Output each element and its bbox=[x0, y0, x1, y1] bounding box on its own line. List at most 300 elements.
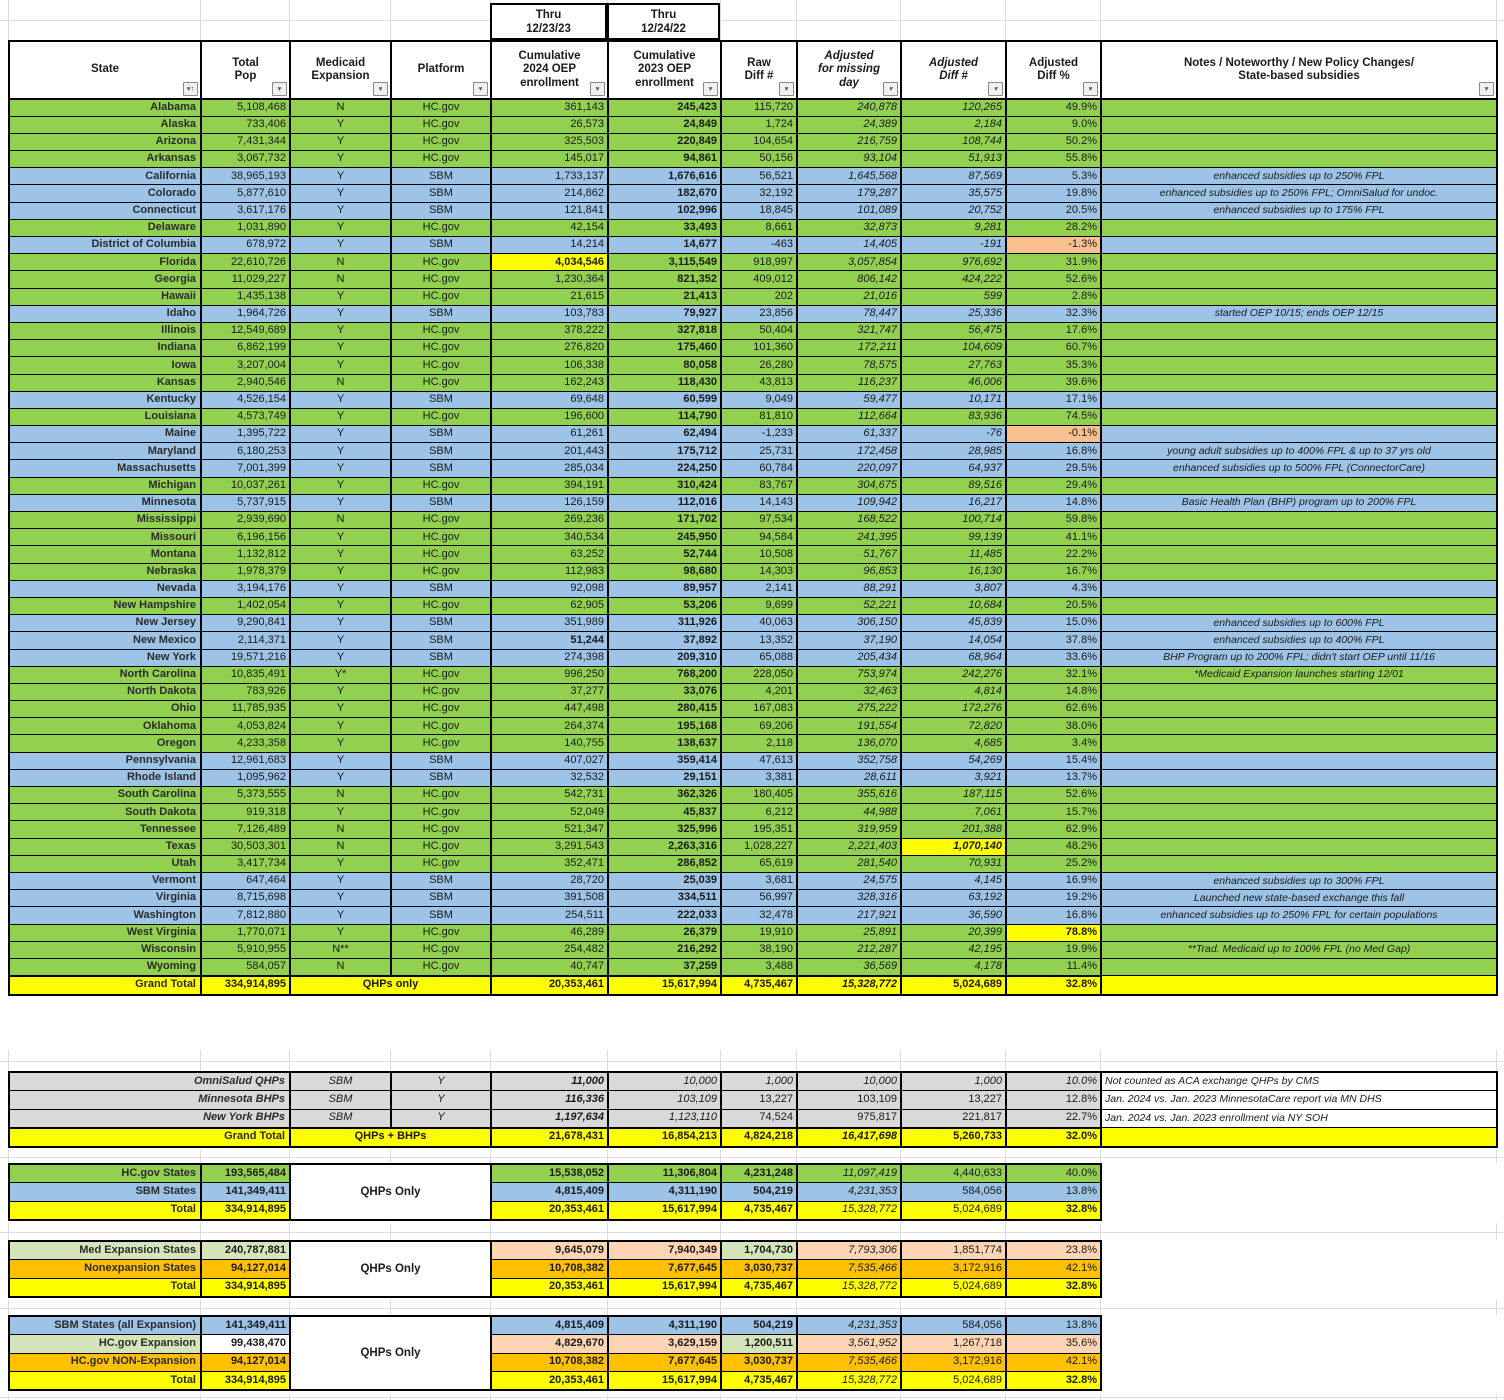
cell-adj_diff[interactable]: 187,115 bbox=[901, 787, 1006, 804]
cell-raw_diff[interactable]: 23,856 bbox=[721, 305, 797, 322]
cell-raw_diff[interactable]: 56,521 bbox=[721, 168, 797, 185]
cell-pop[interactable]: 5,877,610 bbox=[201, 185, 290, 202]
cell-cum2023[interactable]: 224,250 bbox=[608, 460, 721, 477]
cell-medicaid[interactable]: Y bbox=[391, 1109, 491, 1128]
column-header-note[interactable] bbox=[1101, 41, 1497, 99]
cell-cum2024[interactable]: 285,034 bbox=[491, 460, 608, 477]
cell-adj_diff[interactable]: 104,609 bbox=[901, 340, 1006, 357]
cell-adj_pct[interactable]: 25.2% bbox=[1006, 855, 1101, 872]
cell-medicaid[interactable]: Y bbox=[290, 718, 391, 735]
cell-adj_diff[interactable]: 83,936 bbox=[901, 408, 1006, 425]
cell-adj_pct[interactable]: 49.9% bbox=[1006, 99, 1101, 116]
cell-note[interactable] bbox=[1101, 804, 1497, 821]
cell-note[interactable] bbox=[1101, 546, 1497, 563]
cell-medicaid[interactable]: Y bbox=[290, 494, 391, 511]
cell-adj_diff[interactable]: 599 bbox=[901, 288, 1006, 305]
cell-cum2024[interactable]: 264,374 bbox=[491, 718, 608, 735]
cell-adj_pct[interactable]: 41.1% bbox=[1006, 529, 1101, 546]
cell-cum2024[interactable]: 361,143 bbox=[491, 99, 608, 116]
cell-pop[interactable]: 334,914,895 bbox=[201, 1278, 290, 1297]
cell-adj_diff[interactable]: 424,222 bbox=[901, 271, 1006, 288]
cell-adj_diff[interactable]: 100,714 bbox=[901, 512, 1006, 529]
cell-state[interactable]: New Hampshire bbox=[9, 597, 201, 614]
cell-adj_diff[interactable]: -76 bbox=[901, 426, 1006, 443]
cell-cum2023[interactable]: 21,413 bbox=[608, 288, 721, 305]
cell-note[interactable]: Jan. 2024 vs. Jan. 2023 enrollment via NY SOH bbox=[1101, 1109, 1497, 1128]
cell-adj_pct[interactable]: 52.6% bbox=[1006, 787, 1101, 804]
cell-adj_missing[interactable]: 59,477 bbox=[797, 391, 901, 408]
cell-adj_pct[interactable]: 15.7% bbox=[1006, 804, 1101, 821]
cell-state[interactable]: Mississippi bbox=[9, 512, 201, 529]
cell-adj_pct[interactable]: 14.8% bbox=[1006, 683, 1101, 700]
cell-state[interactable]: Idaho bbox=[9, 305, 201, 322]
cell-cum2023[interactable]: 7,940,349 bbox=[608, 1241, 721, 1260]
row-label[interactable]: SBM States bbox=[9, 1183, 201, 1202]
filter-icon[interactable]: ▾ bbox=[1479, 82, 1494, 96]
cell-raw_diff[interactable]: 9,049 bbox=[721, 391, 797, 408]
cell-raw_diff[interactable]: 19,910 bbox=[721, 924, 797, 941]
cell-state[interactable]: New York bbox=[9, 649, 201, 666]
cell-cum2023[interactable]: 16,854,213 bbox=[608, 1128, 721, 1147]
cell-note[interactable] bbox=[1101, 821, 1497, 838]
cell-platform[interactable]: SBM bbox=[290, 1072, 391, 1091]
cell-adj_missing[interactable]: 136,070 bbox=[797, 735, 901, 752]
cell-note[interactable] bbox=[1101, 787, 1497, 804]
cell-adj-pct[interactable]: 42.1% bbox=[1006, 1260, 1101, 1279]
cell-medicaid[interactable]: Y bbox=[290, 133, 391, 150]
cell-cum2023[interactable]: 15,617,994 bbox=[608, 1372, 721, 1391]
cell-medicaid[interactable]: Y bbox=[290, 546, 391, 563]
cell-adj_pct[interactable]: 9.0% bbox=[1006, 116, 1101, 133]
cell-note[interactable] bbox=[1101, 357, 1497, 374]
cell-platform[interactable]: HC.gov bbox=[391, 288, 491, 305]
cell-adj_diff[interactable]: 72,820 bbox=[901, 718, 1006, 735]
cell-cum2023[interactable]: 62,494 bbox=[608, 426, 721, 443]
cell-adj_pct[interactable]: 62.9% bbox=[1006, 821, 1101, 838]
cell-pop[interactable]: 8,715,698 bbox=[201, 890, 290, 907]
cell-adj_missing[interactable]: 241,395 bbox=[797, 529, 901, 546]
cell-pop[interactable]: 3,207,004 bbox=[201, 357, 290, 374]
cell-pop[interactable]: 7,812,880 bbox=[201, 907, 290, 924]
cell-cum2023[interactable]: 2,263,316 bbox=[608, 838, 721, 855]
cell-note[interactable] bbox=[1101, 219, 1497, 236]
cell-cum2024[interactable]: 378,222 bbox=[491, 322, 608, 339]
cell-note[interactable] bbox=[1101, 735, 1497, 752]
cell-medicaid[interactable]: Y bbox=[290, 288, 391, 305]
cell-platform[interactable]: SBM bbox=[391, 872, 491, 889]
cell-raw-diff[interactable]: 1,000 bbox=[721, 1072, 797, 1091]
cell-pop[interactable]: 4,233,358 bbox=[201, 735, 290, 752]
cell-cum2023[interactable]: 7,677,645 bbox=[608, 1353, 721, 1372]
cell-platform[interactable]: SBM bbox=[391, 426, 491, 443]
cell-state[interactable]: Arkansas bbox=[9, 151, 201, 168]
cell-adj-pct[interactable]: 42.1% bbox=[1006, 1353, 1101, 1372]
cell-raw_diff[interactable]: 32,192 bbox=[721, 185, 797, 202]
row-label[interactable]: Total bbox=[9, 1372, 201, 1391]
cell-pop[interactable]: 733,406 bbox=[201, 116, 290, 133]
cell-adj_diff[interactable]: 35,575 bbox=[901, 185, 1006, 202]
cell-medicaid[interactable]: Y bbox=[391, 1091, 491, 1110]
cell-state[interactable]: Nebraska bbox=[9, 563, 201, 580]
cell-adj_pct[interactable]: 19.9% bbox=[1006, 941, 1101, 958]
cell-cum2023[interactable]: 37,259 bbox=[608, 958, 721, 975]
cell-cum2023[interactable]: 24,849 bbox=[608, 116, 721, 133]
cell-pop[interactable]: 94,127,014 bbox=[201, 1353, 290, 1372]
cell-pop[interactable]: 334,914,895 bbox=[201, 976, 290, 995]
cell-raw_diff[interactable]: -463 bbox=[721, 237, 797, 254]
cell-cum2024[interactable]: 140,755 bbox=[491, 735, 608, 752]
cell-pop[interactable]: 193,565,484 bbox=[201, 1164, 290, 1183]
cell-pop[interactable]: 4,526,154 bbox=[201, 391, 290, 408]
cell-note[interactable]: Not counted as ACA exchange QHPs by CMS bbox=[1101, 1072, 1497, 1091]
cell-adj-diff[interactable]: 584,056 bbox=[901, 1183, 1006, 1202]
cell-raw_diff[interactable]: 195,351 bbox=[721, 821, 797, 838]
cell-pop[interactable]: 1,770,071 bbox=[201, 924, 290, 941]
cell-adj-missing[interactable]: 15,328,772 bbox=[797, 1372, 901, 1391]
cell-cum2023[interactable]: 80,058 bbox=[608, 357, 721, 374]
cell-adj-diff[interactable]: 5,024,689 bbox=[901, 1278, 1006, 1297]
cell-adj_missing[interactable]: 220,097 bbox=[797, 460, 901, 477]
cell-note[interactable]: enhanced subsidies up to 300% FPL bbox=[1101, 872, 1497, 889]
column-header-adj_diff[interactable] bbox=[901, 41, 1006, 99]
cell-adj_pct[interactable]: 33.6% bbox=[1006, 649, 1101, 666]
cell-medicaid[interactable]: N bbox=[290, 374, 391, 391]
cell-pop[interactable]: 1,395,722 bbox=[201, 426, 290, 443]
cell-cum2024[interactable]: 9,645,079 bbox=[491, 1241, 608, 1260]
cell-adj_diff[interactable]: 51,913 bbox=[901, 151, 1006, 168]
cell-raw-diff[interactable]: 4,735,467 bbox=[721, 1201, 797, 1220]
cell-medicaid[interactable]: N bbox=[290, 838, 391, 855]
cell-pop[interactable]: 141,349,411 bbox=[201, 1183, 290, 1202]
cell-adj_diff[interactable]: 9,281 bbox=[901, 219, 1006, 236]
cell-note[interactable] bbox=[1101, 271, 1497, 288]
cell-platform[interactable]: HC.gov bbox=[391, 787, 491, 804]
cell-adj_missing[interactable]: 281,540 bbox=[797, 855, 901, 872]
cell-state[interactable]: West Virginia bbox=[9, 924, 201, 941]
cell-adj_missing[interactable]: 32,463 bbox=[797, 683, 901, 700]
cell-medicaid[interactable]: Y bbox=[290, 632, 391, 649]
cell-state[interactable]: Ohio bbox=[9, 701, 201, 718]
cell-platform[interactable]: HC.gov bbox=[391, 116, 491, 133]
cell-note[interactable] bbox=[1101, 322, 1497, 339]
cell-adj-pct[interactable]: 35.6% bbox=[1006, 1335, 1101, 1354]
cell-adj_pct[interactable]: 5.3% bbox=[1006, 168, 1101, 185]
cell-cum2024[interactable]: 51,244 bbox=[491, 632, 608, 649]
cell-adj_missing[interactable]: 109,942 bbox=[797, 494, 901, 511]
filter-icon[interactable]: ▾ bbox=[883, 82, 898, 96]
cell-note[interactable] bbox=[1101, 391, 1497, 408]
cell-medicaid[interactable]: Y bbox=[290, 649, 391, 666]
cell-state[interactable]: Michigan bbox=[9, 477, 201, 494]
cell-state[interactable]: Nevada bbox=[9, 580, 201, 597]
cell-cum2024[interactable]: 1,230,364 bbox=[491, 271, 608, 288]
cell-medicaid[interactable]: Y bbox=[290, 529, 391, 546]
cell-pop[interactable]: 22,610,726 bbox=[201, 254, 290, 271]
cell-adj_diff[interactable]: 63,192 bbox=[901, 890, 1006, 907]
cell-cum2023[interactable]: 1,123,110 bbox=[608, 1109, 721, 1128]
cell-adj-diff[interactable]: 221,817 bbox=[901, 1109, 1006, 1128]
cell-raw_diff[interactable]: 56,997 bbox=[721, 890, 797, 907]
cell-adj_missing[interactable]: 240,878 bbox=[797, 99, 901, 116]
cell-adj-diff[interactable]: 5,024,689 bbox=[901, 976, 1006, 995]
cell-adj_diff[interactable]: 25,336 bbox=[901, 305, 1006, 322]
cell-raw_diff[interactable]: 81,810 bbox=[721, 408, 797, 425]
cell-pop[interactable]: 10,037,261 bbox=[201, 477, 290, 494]
cell-state[interactable]: Minnesota bbox=[9, 494, 201, 511]
cell-state[interactable]: Arizona bbox=[9, 133, 201, 150]
column-header-platform[interactable] bbox=[391, 41, 491, 99]
cell-adj_pct[interactable]: 15.4% bbox=[1006, 752, 1101, 769]
cell-adj-missing[interactable]: 10,000 bbox=[797, 1072, 901, 1091]
cell-state[interactable]: Utah bbox=[9, 855, 201, 872]
cell-note[interactable]: *Medicaid Expansion launches starting 12/01 bbox=[1101, 666, 1497, 683]
cell-raw_diff[interactable]: 14,143 bbox=[721, 494, 797, 511]
cell-pop[interactable]: 5,910,955 bbox=[201, 941, 290, 958]
cell-adj-pct[interactable]: 12.8% bbox=[1006, 1091, 1101, 1110]
cell-adj-missing[interactable]: 103,109 bbox=[797, 1091, 901, 1110]
cell-cum2023[interactable]: 33,076 bbox=[608, 683, 721, 700]
cell-adj-pct[interactable]: 32.0% bbox=[1006, 1128, 1101, 1147]
cell-raw-diff[interactable]: 74,524 bbox=[721, 1109, 797, 1128]
cell-platform[interactable]: HC.gov bbox=[391, 821, 491, 838]
cell-cum2023[interactable]: 768,200 bbox=[608, 666, 721, 683]
cell-platform[interactable]: SBM bbox=[391, 443, 491, 460]
cell-adj_pct[interactable]: 16.8% bbox=[1006, 443, 1101, 460]
cell-cum2023[interactable]: 286,852 bbox=[608, 855, 721, 872]
cell-adj_missing[interactable]: 101,089 bbox=[797, 202, 901, 219]
cell-cum2024[interactable]: 116,336 bbox=[491, 1091, 608, 1110]
cell-adj_missing[interactable]: 1,645,568 bbox=[797, 168, 901, 185]
cell-state[interactable]: New Jersey bbox=[9, 615, 201, 632]
cell-cum2024[interactable]: 21,615 bbox=[491, 288, 608, 305]
filter-icon[interactable]: ▾ bbox=[779, 82, 794, 96]
scope-label[interactable]: QHPs + BHPs bbox=[290, 1128, 491, 1147]
cell-note[interactable] bbox=[1101, 512, 1497, 529]
cell-cum2024[interactable]: 112,983 bbox=[491, 563, 608, 580]
cell-cum2024[interactable]: 10,708,382 bbox=[491, 1353, 608, 1372]
cell-note[interactable]: enhanced subsidies up to 250% FPL for certain populations bbox=[1101, 907, 1497, 924]
cell-pop[interactable]: 4,053,824 bbox=[201, 718, 290, 735]
cell-cum2024[interactable]: 14,214 bbox=[491, 237, 608, 254]
cell-raw_diff[interactable]: 409,012 bbox=[721, 271, 797, 288]
cell-cum2023[interactable]: 245,423 bbox=[608, 99, 721, 116]
cell-medicaid[interactable]: Y bbox=[290, 907, 391, 924]
cell-pop[interactable]: 2,939,690 bbox=[201, 512, 290, 529]
cell-cum2024[interactable]: 254,482 bbox=[491, 941, 608, 958]
cell-platform[interactable]: HC.gov bbox=[391, 941, 491, 958]
cell-state[interactable]: Hawaii bbox=[9, 288, 201, 305]
cell-adj-diff[interactable]: 5,024,689 bbox=[901, 1201, 1006, 1220]
cell-adj_pct[interactable]: 37.8% bbox=[1006, 632, 1101, 649]
cell-cum2023[interactable]: 118,430 bbox=[608, 374, 721, 391]
cell-cum2024[interactable]: 40,747 bbox=[491, 958, 608, 975]
cell-cum2023[interactable]: 33,493 bbox=[608, 219, 721, 236]
cell-cum2023[interactable]: 195,168 bbox=[608, 718, 721, 735]
cell-platform[interactable]: HC.gov bbox=[391, 408, 491, 425]
cell-cum2023[interactable]: 15,617,994 bbox=[608, 976, 721, 995]
cell-cum2024[interactable]: 254,511 bbox=[491, 907, 608, 924]
cell-adj_missing[interactable]: 275,222 bbox=[797, 701, 901, 718]
cell-raw-diff[interactable]: 4,735,467 bbox=[721, 976, 797, 995]
cell-adj_missing[interactable]: 321,747 bbox=[797, 322, 901, 339]
cell-cum2023[interactable]: 98,680 bbox=[608, 563, 721, 580]
filter-icon[interactable]: ▾ bbox=[703, 82, 718, 96]
cell-adj_missing[interactable]: 216,759 bbox=[797, 133, 901, 150]
cell-pop[interactable]: 334,914,895 bbox=[201, 1201, 290, 1220]
cell-platform[interactable]: SBM bbox=[391, 769, 491, 786]
cell-pop[interactable]: 647,464 bbox=[201, 872, 290, 889]
cell-adj_pct[interactable]: 19.2% bbox=[1006, 890, 1101, 907]
cell-adj-missing[interactable]: 975,817 bbox=[797, 1109, 901, 1128]
cell-adj_pct[interactable]: 17.1% bbox=[1006, 391, 1101, 408]
cell-medicaid[interactable]: Y bbox=[290, 460, 391, 477]
cell-pop[interactable]: 3,194,176 bbox=[201, 580, 290, 597]
cell-adj_diff[interactable]: 172,276 bbox=[901, 701, 1006, 718]
cell-adj_diff[interactable]: 11,485 bbox=[901, 546, 1006, 563]
cell-medicaid[interactable]: Y bbox=[290, 890, 391, 907]
cell-adj_missing[interactable]: 61,337 bbox=[797, 426, 901, 443]
cell-raw_diff[interactable]: 202 bbox=[721, 288, 797, 305]
cell-platform[interactable]: HC.gov bbox=[391, 958, 491, 975]
cell-cum2024[interactable]: 42,154 bbox=[491, 219, 608, 236]
cell-medicaid[interactable]: Y bbox=[290, 615, 391, 632]
cell-pop[interactable]: 2,940,546 bbox=[201, 374, 290, 391]
cell-adj_missing[interactable]: 51,767 bbox=[797, 546, 901, 563]
cell-note[interactable]: started OEP 10/15; ends OEP 12/15 bbox=[1101, 305, 1497, 322]
cell-adj_diff[interactable]: 120,265 bbox=[901, 99, 1006, 116]
cell-pop[interactable]: 5,373,555 bbox=[201, 787, 290, 804]
cell-raw_diff[interactable]: 50,404 bbox=[721, 322, 797, 339]
cell-pop[interactable]: 12,549,689 bbox=[201, 322, 290, 339]
row-label[interactable]: Nonexpansion States bbox=[9, 1260, 201, 1279]
cell-raw-diff[interactable]: 4,231,248 bbox=[721, 1164, 797, 1183]
cell-cum2024[interactable]: 214,862 bbox=[491, 185, 608, 202]
cell-cum2024[interactable]: 447,498 bbox=[491, 701, 608, 718]
cell-cum2024[interactable]: 69,648 bbox=[491, 391, 608, 408]
cell-adj_diff[interactable]: 89,516 bbox=[901, 477, 1006, 494]
cell-cum2023[interactable]: 94,861 bbox=[608, 151, 721, 168]
cell-medicaid[interactable]: Y bbox=[290, 357, 391, 374]
cell-medicaid[interactable]: Y bbox=[290, 151, 391, 168]
cell-raw_diff[interactable]: 9,699 bbox=[721, 597, 797, 614]
cell-note[interactable] bbox=[1101, 340, 1497, 357]
cell-adj-missing[interactable]: 11,097,419 bbox=[797, 1164, 901, 1183]
cell-platform[interactable]: HC.gov bbox=[391, 254, 491, 271]
cell-pop[interactable]: 1,132,812 bbox=[201, 546, 290, 563]
cell-note[interactable] bbox=[1101, 133, 1497, 150]
cell-note[interactable] bbox=[1101, 116, 1497, 133]
cell-adj-missing[interactable]: 3,561,952 bbox=[797, 1335, 901, 1354]
cell-adj_diff[interactable]: 1,070,140 bbox=[901, 838, 1006, 855]
cell-adj_missing[interactable]: 28,611 bbox=[797, 769, 901, 786]
cell-adj_diff[interactable]: 14,054 bbox=[901, 632, 1006, 649]
cell-pop[interactable]: 334,914,895 bbox=[201, 1372, 290, 1391]
cell-pop[interactable]: 1,435,138 bbox=[201, 288, 290, 305]
cell-medicaid[interactable]: N bbox=[290, 787, 391, 804]
cell-adj_diff[interactable]: 56,475 bbox=[901, 322, 1006, 339]
cell-adj-pct[interactable]: 40.0% bbox=[1006, 1164, 1101, 1183]
cell-pop[interactable]: 1,095,962 bbox=[201, 769, 290, 786]
scope-label[interactable]: QHPs Only bbox=[290, 1164, 491, 1220]
cell-cum2023[interactable]: 3,629,159 bbox=[608, 1335, 721, 1354]
cell-pop[interactable]: 1,402,054 bbox=[201, 597, 290, 614]
column-header-cum2024[interactable] bbox=[491, 41, 608, 99]
cell-adj-missing[interactable]: 15,328,772 bbox=[797, 1278, 901, 1297]
cell-cum2023[interactable]: 138,637 bbox=[608, 735, 721, 752]
cell-adj_diff[interactable]: 27,763 bbox=[901, 357, 1006, 374]
cell-cum2023[interactable]: 114,790 bbox=[608, 408, 721, 425]
cell-cum2023[interactable]: 280,415 bbox=[608, 701, 721, 718]
column-header-cum2023[interactable] bbox=[608, 41, 721, 99]
cell-pop[interactable]: 5,737,915 bbox=[201, 494, 290, 511]
cell-pop[interactable]: 240,787,881 bbox=[201, 1241, 290, 1260]
cell-adj_pct[interactable]: 16.7% bbox=[1006, 563, 1101, 580]
cell-cum2023[interactable]: 220,849 bbox=[608, 133, 721, 150]
cell-cum2024[interactable]: 11,000 bbox=[491, 1072, 608, 1091]
cell-cum2024[interactable]: 121,841 bbox=[491, 202, 608, 219]
cell-cum2024[interactable]: 351,989 bbox=[491, 615, 608, 632]
cell-adj_diff[interactable]: 3,921 bbox=[901, 769, 1006, 786]
cell-adj_missing[interactable]: 112,664 bbox=[797, 408, 901, 425]
row-label[interactable]: Minnesota BHPs bbox=[9, 1091, 290, 1110]
cell-cum2023[interactable]: 216,292 bbox=[608, 941, 721, 958]
cell-adj_pct[interactable]: 19.8% bbox=[1006, 185, 1101, 202]
cell-platform[interactable]: HC.gov bbox=[391, 477, 491, 494]
cell-adj_pct[interactable]: 15.0% bbox=[1006, 615, 1101, 632]
cell-adj_missing[interactable]: 44,988 bbox=[797, 804, 901, 821]
cell-raw_diff[interactable]: 101,360 bbox=[721, 340, 797, 357]
cell-pop[interactable]: 5,108,468 bbox=[201, 99, 290, 116]
cell-raw-diff[interactable]: 13,227 bbox=[721, 1091, 797, 1110]
cell-raw_diff[interactable]: 94,584 bbox=[721, 529, 797, 546]
cell-raw_diff[interactable]: 97,534 bbox=[721, 512, 797, 529]
cell-note[interactable] bbox=[1101, 99, 1497, 116]
cell-cum2023[interactable]: 29,151 bbox=[608, 769, 721, 786]
cell-raw_diff[interactable]: 3,488 bbox=[721, 958, 797, 975]
cell-state[interactable]: Wyoming bbox=[9, 958, 201, 975]
cell-adj-diff[interactable]: 13,227 bbox=[901, 1091, 1006, 1110]
cell-adj-missing[interactable]: 4,231,353 bbox=[797, 1183, 901, 1202]
cell-raw_diff[interactable]: 47,613 bbox=[721, 752, 797, 769]
cell-cum2024[interactable]: 1,197,634 bbox=[491, 1109, 608, 1128]
cell-adj_pct[interactable]: 13.7% bbox=[1006, 769, 1101, 786]
cell-platform[interactable]: SBM bbox=[391, 649, 491, 666]
cell-raw_diff[interactable]: 69,206 bbox=[721, 718, 797, 735]
cell-note[interactable] bbox=[1101, 288, 1497, 305]
cell-note[interactable]: Basic Health Plan (BHP) program up to 200% FPL bbox=[1101, 494, 1497, 511]
cell-adj-pct[interactable]: 23.8% bbox=[1006, 1241, 1101, 1260]
cell-adj_diff[interactable]: 54,269 bbox=[901, 752, 1006, 769]
cell-adj_missing[interactable]: 3,057,854 bbox=[797, 254, 901, 271]
cell-adj_pct[interactable]: 62.6% bbox=[1006, 701, 1101, 718]
cell-adj_diff[interactable]: 4,178 bbox=[901, 958, 1006, 975]
cell-raw_diff[interactable]: 228,050 bbox=[721, 666, 797, 683]
cell-adj_missing[interactable]: 217,921 bbox=[797, 907, 901, 924]
cell-adj_diff[interactable]: 10,684 bbox=[901, 597, 1006, 614]
cell-raw-diff[interactable]: 1,200,511 bbox=[721, 1335, 797, 1354]
cell-cum2023[interactable]: 4,311,190 bbox=[608, 1183, 721, 1202]
cell-medicaid[interactable]: N bbox=[290, 254, 391, 271]
cell-platform[interactable]: HC.gov bbox=[391, 804, 491, 821]
cell-pop[interactable]: 4,573,749 bbox=[201, 408, 290, 425]
cell-note[interactable] bbox=[1101, 237, 1497, 254]
cell-adj_pct[interactable]: 20.5% bbox=[1006, 597, 1101, 614]
cell-cum2024[interactable]: 106,338 bbox=[491, 357, 608, 374]
cell-cum2023[interactable]: 334,511 bbox=[608, 890, 721, 907]
cell-cum2023[interactable]: 171,702 bbox=[608, 512, 721, 529]
cell-state[interactable]: District of Columbia bbox=[9, 237, 201, 254]
cell-cum2024[interactable]: 28,720 bbox=[491, 872, 608, 889]
